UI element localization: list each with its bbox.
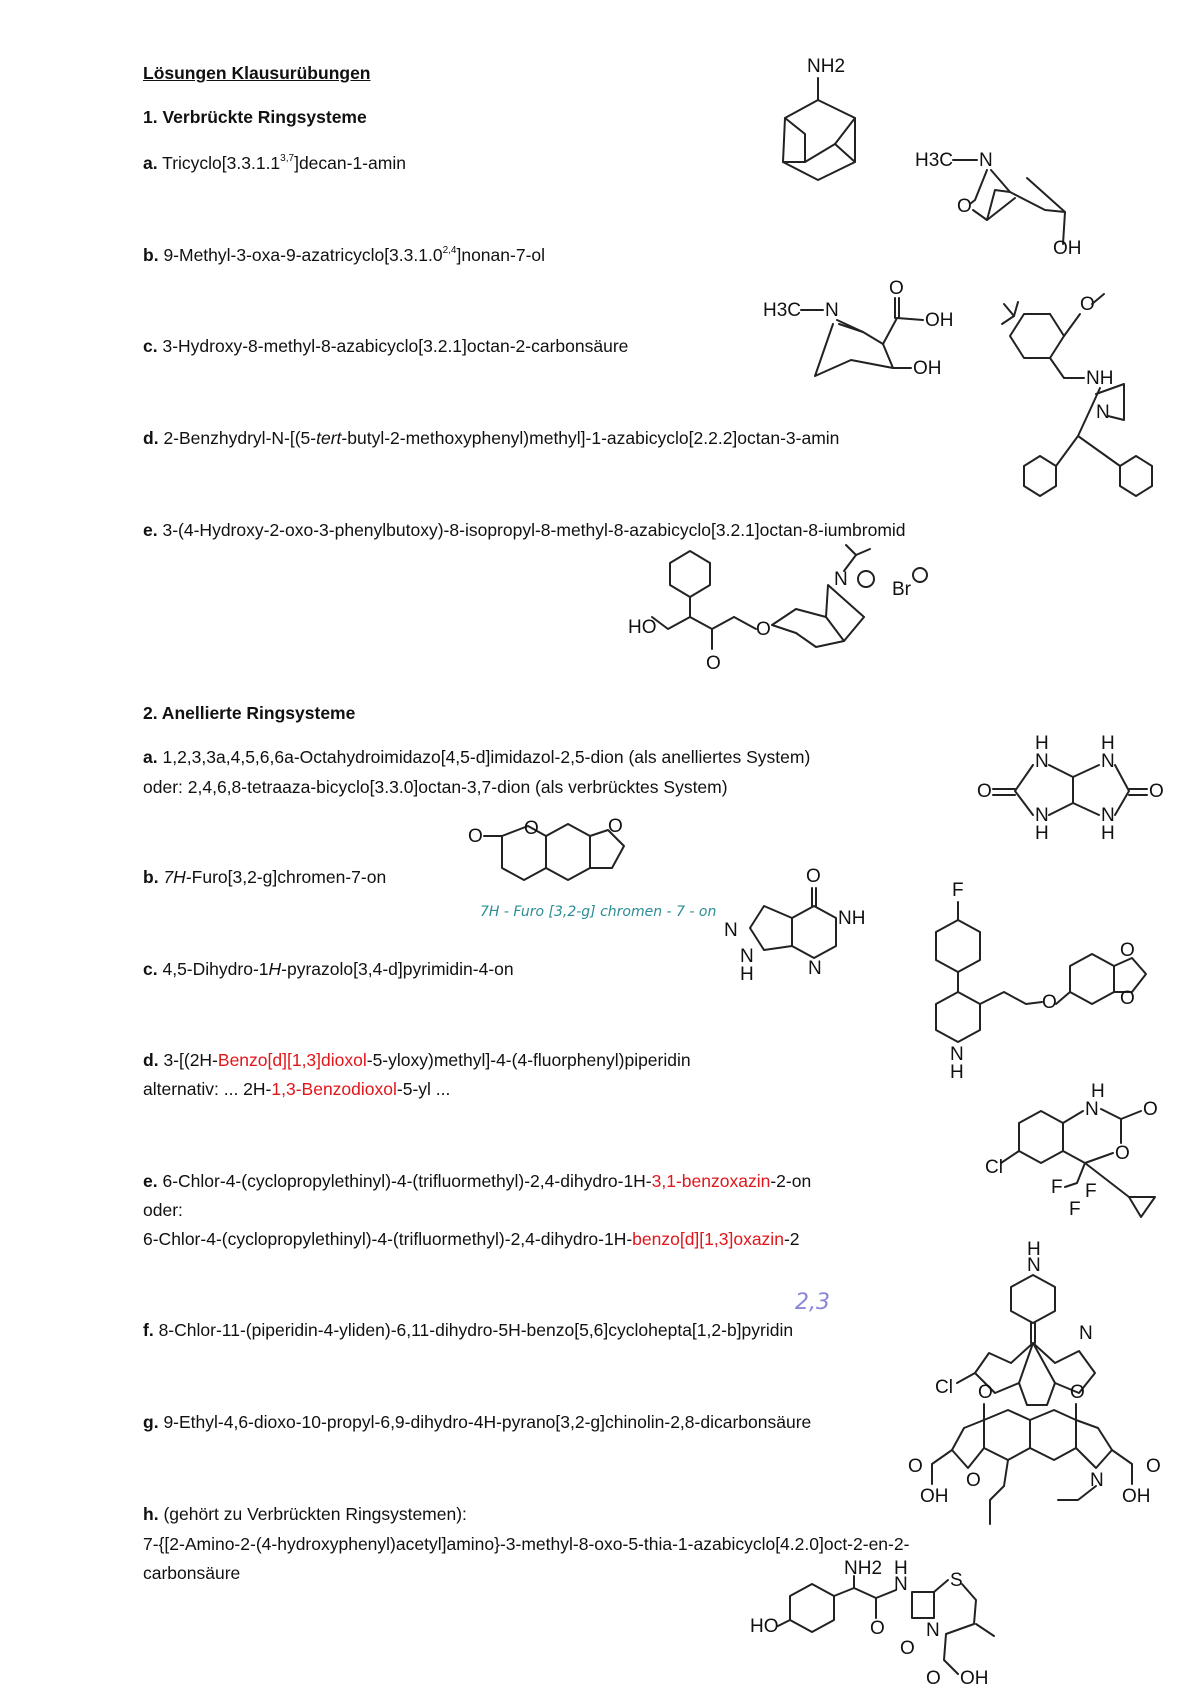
atom-label: F (1069, 1199, 1081, 1220)
atom-label: N (834, 569, 848, 590)
atom-label: H (1027, 1239, 1041, 1260)
item-2e-line1 (143, 1170, 811, 1192)
structure-2e (985, 1081, 1185, 1235)
item-label: e. (143, 1171, 158, 1191)
atom-label: H (1101, 733, 1115, 754)
atom-label: NH2 (844, 1558, 883, 1579)
atom-label: Cl (935, 1377, 953, 1398)
atom-label: O (900, 1638, 915, 1659)
atom-label: NH (838, 908, 866, 929)
atom-label: N (825, 300, 839, 321)
structure-2h (750, 1560, 1010, 1690)
item-label: a. (143, 153, 158, 173)
item-1a (143, 152, 406, 174)
handwritten-note-b: 7H - Furo [3,2-g] chromen - 7 - on (480, 904, 717, 920)
italic-text: H (268, 959, 282, 979)
item-label: a. (143, 747, 158, 767)
superscript: 2,4 (442, 245, 457, 256)
atom-label: H3C (915, 150, 954, 171)
item-2h-line3: carbonsäure (143, 1563, 241, 1583)
atom-label: N (950, 1044, 964, 1065)
item-label: g. (143, 1412, 159, 1432)
item-text: -Furo[3,2-g]chromen-7-on (185, 867, 387, 887)
atom-label: H (1035, 823, 1049, 844)
highlight-text: benzo[d][1,3]oxazin (632, 1229, 784, 1249)
item-text: 2-Benzhydryl-N-[(5- (163, 428, 317, 448)
structure-adamantanamine (755, 52, 885, 182)
atom-label: O (1143, 1099, 1158, 1120)
atom-label: H (894, 1558, 908, 1579)
item-label: b. (143, 867, 159, 887)
atom-label: N (1101, 751, 1115, 772)
atom-label: F (952, 880, 964, 901)
item-text: 6-Chlor-4-(cyclopropylethinyl)-4-(trifluormethyl)-2,4-dihydro-1H- (162, 1171, 652, 1191)
atom-label: N (1101, 805, 1115, 826)
item-label: c. (143, 336, 158, 356)
atom-label: O (957, 196, 972, 217)
section-2-heading: 2. Anellierte Ringsysteme (143, 703, 356, 723)
atom-label: O (608, 816, 623, 837)
atom-label: OH (1122, 1486, 1151, 1507)
structure-1d (1000, 290, 1190, 510)
atom-label: H (1101, 823, 1115, 844)
atom-label: O (706, 653, 721, 674)
atom-label: N (1090, 1470, 1104, 1491)
highlight-text: 3,1-benzoxazin (651, 1171, 771, 1191)
page-title: Lösungen Klausurübungen (143, 63, 371, 83)
atom-label: Br (892, 579, 911, 600)
atom-label: N (926, 1620, 940, 1641)
item-2e-oder: oder: (143, 1200, 183, 1220)
atom-label: O (1149, 781, 1164, 802)
superscript: 3,7 (280, 153, 295, 164)
item-2a-line1 (143, 746, 810, 768)
atom-label: O (1070, 1382, 1085, 1403)
structure-2g (908, 1380, 1161, 1530)
item-text: ]nonan-7-ol (456, 245, 546, 265)
item-text: -2 (783, 1229, 800, 1249)
structure-1c (763, 280, 973, 390)
structure-1b (915, 140, 1095, 260)
atom-label: O (1146, 1456, 1161, 1477)
atom-label: F (1085, 1181, 1097, 1202)
item-text: 8-Chlor-11-(piperidin-4-yliden)-6,11-dihydro-5H-benzo[5,6]cyclohepta[1,2-b]pyridin (158, 1320, 794, 1340)
atom-label: O (806, 866, 821, 887)
item-text: -2-on (770, 1171, 812, 1191)
atom-label: N (1035, 805, 1049, 826)
item-2g (143, 1411, 811, 1433)
atom-label: OH (1053, 238, 1082, 259)
atom-label: O (1080, 294, 1095, 315)
atom-label: H3C (763, 300, 802, 321)
item-text: 1,2,3,3a,4,5,6,6a-Octahydroimidazo[4,5-d]imidazol-2,5-dion (als anelliertes System) (162, 747, 811, 767)
item-text: 3-(4-Hydroxy-2-oxo-3-phenylbutoxy)-8-isopropyl-8-methyl-8-azabicyclo[3.2.1]octan-8-iumbromid (162, 520, 906, 540)
item-text: 9-Methyl-3-oxa-9-azatricyclo[3.3.1.0 (163, 245, 443, 265)
structure-2c (712, 862, 882, 985)
atom-label: O (524, 818, 539, 839)
item-text: alternativ: ... 2H- (143, 1079, 272, 1099)
atom-label: O (977, 781, 992, 802)
handwritten-note-f: 2,3 (795, 1290, 830, 1315)
atom-label: O (978, 1382, 993, 1403)
atom-label: O (468, 826, 483, 847)
structure-2b (468, 816, 688, 910)
item-text: 9-Ethyl-4,6-dioxo-10-propyl-6,9-dihydro-4H-pyrano[3,2-g]chinolin-2,8-dicarbonsäure (163, 1412, 812, 1432)
structure-2d (920, 880, 1180, 1110)
highlight-text: Benzo[d][1,3]dioxol (217, 1050, 367, 1070)
atom-label: OH (920, 1486, 949, 1507)
atom-label: N (1027, 1255, 1041, 1276)
item-text: -5-yl ... (396, 1079, 451, 1099)
atom-label: OH (913, 358, 942, 379)
item-2e-line3 (143, 1228, 800, 1250)
item-label: h. (143, 1504, 159, 1524)
atom-label: F (1051, 1177, 1063, 1198)
item-text: -butyl-2-methoxyphenyl)methyl]-1-azabicyclo[2.2.2]octan-3-amin (341, 428, 840, 448)
atom-label: NH2 (807, 56, 846, 77)
item-2b (143, 866, 386, 888)
atom-label: N (894, 1574, 908, 1595)
atom-label: O (889, 278, 904, 299)
atom-label: N (1096, 402, 1110, 423)
structure-2a (975, 735, 1165, 845)
atom-label: O (1120, 988, 1135, 1009)
item-label: f. (143, 1320, 154, 1340)
atom-label: O (1115, 1143, 1130, 1164)
item-1d (143, 427, 839, 449)
item-text: (gehört zu Verbrückten Ringsystemen): (163, 1504, 467, 1524)
atom-label: HO (750, 1616, 779, 1637)
atom-label: N (1085, 1099, 1099, 1120)
item-label: c. (143, 959, 158, 979)
item-text: 4,5-Dihydro-1 (162, 959, 269, 979)
structure-1e (628, 545, 940, 674)
atom-label: H (1091, 1081, 1105, 1102)
item-2c (143, 958, 514, 980)
atom-label: S (950, 1570, 963, 1591)
item-text: -pyrazolo[3,4-d]pyrimidin-4-on (281, 959, 514, 979)
atom-label: O (870, 1618, 885, 1639)
item-text: 3-Hydroxy-8-methyl-8-azabicyclo[3.2.1]octan-2-carbonsäure (162, 336, 629, 356)
atom-label: O (926, 1668, 941, 1689)
atom-label: H (740, 964, 754, 985)
item-text: 6-Chlor-4-(cyclopropylethinyl)-4-(trifluormethyl)-2,4-dihydro-1H- (143, 1229, 633, 1249)
atom-label: OH (960, 1668, 989, 1689)
item-2a-line2: oder: 2,4,6,8-tetraaza-bicyclo[3.3.0]octan-3,7-dion (als verbrücktes System) (143, 777, 728, 797)
atom-label: O (756, 619, 771, 640)
item-text: Tricyclo[3.3.1.1 (162, 153, 281, 173)
italic-text: tert (316, 428, 342, 448)
atom-label: O (966, 1470, 981, 1491)
item-label: e. (143, 520, 158, 540)
atom-label: HO (628, 617, 657, 638)
item-label: b. (143, 245, 159, 265)
atom-label: O (1042, 992, 1057, 1013)
atom-label: O (1120, 940, 1135, 961)
atom-label: OH (925, 310, 954, 331)
item-2f (143, 1319, 793, 1341)
item-1b (143, 244, 545, 266)
atom-label: N (724, 920, 738, 941)
item-1c (143, 335, 628, 357)
atom-label: N (740, 946, 754, 967)
item-2d-line2 (143, 1078, 450, 1100)
atom-label: NH (1086, 368, 1114, 389)
item-text: ]decan-1-amin (294, 153, 406, 173)
atom-label: O (908, 1456, 923, 1477)
section-1-heading: 1. Verbrückte Ringsysteme (143, 107, 367, 127)
atom-label: Cl (985, 1157, 1003, 1178)
atom-label: H (950, 1062, 964, 1083)
atom-label: N (808, 958, 822, 979)
item-text: 3-[(2H- (163, 1050, 218, 1070)
item-2d-line1 (143, 1049, 691, 1071)
highlight-text: 1,3-Benzodioxol (271, 1079, 397, 1099)
atom-label: H (1035, 733, 1049, 754)
item-label: d. (143, 1050, 159, 1070)
item-label: d. (143, 428, 159, 448)
item-2h-line2: 7-{[2-Amino-2-(4-hydroxyphenyl)acetyl]amino}-3-methyl-8-oxo-5-thia-1-azabicyclo[4.2.0]oct-2-en-2- (143, 1534, 910, 1554)
item-2h-line1 (143, 1503, 467, 1525)
item-text: -5-yloxy)methyl]-4-(4-fluorphenyl)piperidin (366, 1050, 691, 1070)
atom-label: N (1079, 1323, 1093, 1344)
atom-label: N (1035, 751, 1049, 772)
atom-label: N (979, 150, 993, 171)
item-1e (143, 519, 906, 541)
italic-text: 7H (163, 867, 186, 887)
